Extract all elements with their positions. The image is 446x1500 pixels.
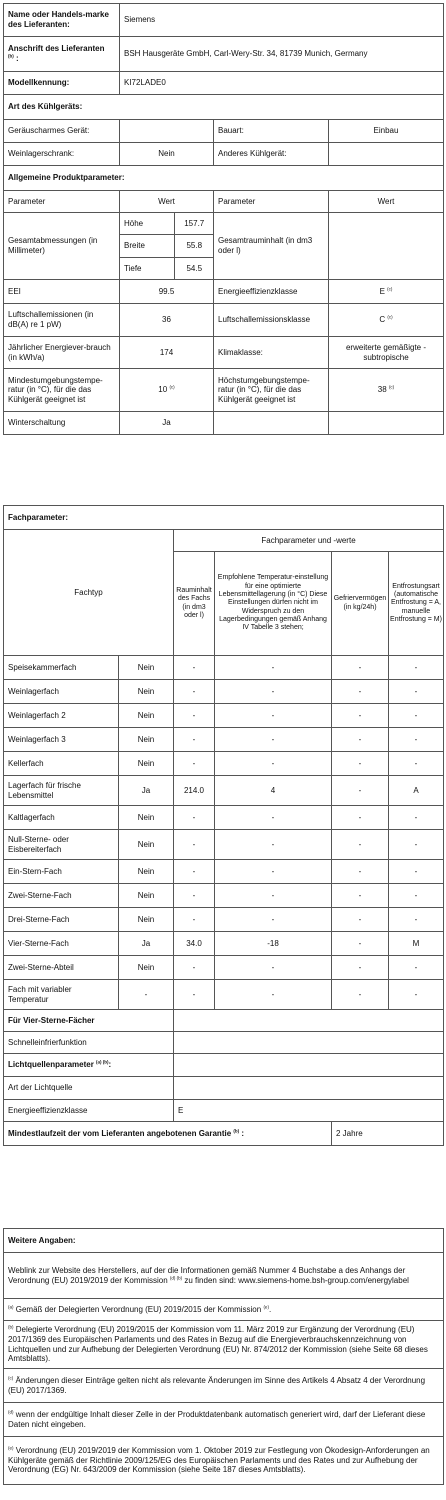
type-header: Art des Kühlgeräts: [4,95,444,120]
compartment-volume: - [174,884,215,908]
depth-value: 54.5 [174,257,214,279]
further-info-table [3,1228,444,1485]
compartment-name: Weinlagerfach [4,680,119,704]
compartment-defrost: - [389,806,444,830]
value-col-header-2: Wert [329,191,444,213]
light-header: Lichtquellenparameter $^{(a) (b)}$: [4,1054,174,1077]
compartment-freeze: - [332,806,389,830]
compartment-defrost: - [389,980,444,1010]
param-col-header: Parameter [4,191,120,213]
compartment-temp: - [215,728,332,752]
general-header: Allgemeine Produktparameter: [4,166,444,191]
compartment-present: Nein [119,680,174,704]
compartment-row [4,932,444,956]
wine-label: Weinlagerschrank: [4,143,120,166]
other-value [329,143,444,166]
compartment-row [4,728,444,752]
footnote-c: $^{(c)}$ Änderungen dieser Einträge gelten nicht als relevante Änderungen im Sinne des Artikels 4 Absatz 4 der Verordnung (EU) 2017/1369. [4,1369,444,1403]
quiet-value [120,120,214,143]
compartment-defrost: - [389,752,444,776]
climate-label: Klimaklasse: [214,337,329,369]
compartment-name: Kaltlagerfach [4,806,119,830]
compartment-temp: - [215,704,332,728]
compartment-present: - [119,980,174,1010]
further-info-header: Weitere Angaben: [4,1229,444,1253]
compartment-row [4,908,444,932]
winter-label: Winterschaltung [4,412,120,435]
compartment-volume: - [174,860,215,884]
compartment-name: Zwei-Sterne-Fach [4,884,119,908]
compartment-present: Nein [119,752,174,776]
compartment-temp: - [215,656,332,680]
compartment-freeze: - [332,908,389,932]
compartment-present: Ja [119,776,174,806]
compartment-defrost: - [389,830,444,860]
compartment-header: Fachparameter: [4,506,444,530]
max-temp-label: Höchstumgebungstempe-ratur (in °C), für die das Kühlgerät geeignet ist [214,369,329,412]
light-type-label: Art der Lichtquelle [4,1077,174,1100]
compartment-temp: - [215,860,332,884]
compartment-volume: - [174,680,215,704]
compartment-defrost: A [389,776,444,806]
address-label: Anschrift des Lieferanten $^{(b)}$ : [4,37,120,72]
height-label: Höhe [120,213,174,235]
col-freeze-header: Gefriervermögen (in kg/24h) [332,552,389,656]
compartment-freeze: - [332,776,389,806]
compartment-volume: - [174,752,215,776]
compartment-freeze: - [332,860,389,884]
compartment-volume: 34.0 [174,932,215,956]
quick-freeze-value [174,1032,444,1054]
compartment-freeze: - [332,752,389,776]
address-value: BSH Hausgeräte GmbH, Carl-Wery-Str. 34, 81739 Munich, Germany [120,37,444,72]
footnote-b: $^{(b)}$ Delegierte Verordnung (EU) 2019/2015 der Kommission vom 11. März 2019 zur Ergänzung der Verordnung (EU) 2017/1369 des Europäischen Parlaments und des Rates in Bezug auf die Energieverbrauchskennzeichnung von Lichtquellen und zur Aufhebung der Delegierten Verordnung (EU) Nr. 874/2012 der Kommission (siehe Seite 68 dieses Amtsblatts). [4,1321,444,1369]
compartment-volume: - [174,956,215,980]
light-header-empty [174,1054,444,1077]
four-star-empty [174,1010,444,1032]
other-label: Anderes Kühlgerät: [214,143,329,166]
param-col-header-2: Parameter [214,191,329,213]
climate-value: erweiterte gemäßigte - subtropische [329,337,444,369]
compartment-name: Drei-Sterne-Fach [4,908,119,932]
energy-consumption-value: 174 [120,337,214,369]
compartment-present: Nein [119,830,174,860]
footnote-a: $^{(a)}$ Gemäß der Delegierten Verordnung (EU) 2019/2015 der Kommission $^{(e)}$. [4,1299,444,1321]
weblink-text: Weblink zur Website des Herstellers, auf der die Informationen gemäß Nummer 4 Buchstabe a des Anhangs der Verordnung (EU) 2019/2019 der Kommission $^{(d) (b)}$ zu finden sind: www.siemens-home.bsh-group.com/energylabel [4,1253,444,1299]
compartment-volume: - [174,806,215,830]
compartment-defrost: - [389,956,444,980]
footnote-d: $^{(d)}$ wenn der endgültige Inhalt dieser Zelle in der Produktdatenbank automatisch generiert wird, darf der Lieferant diese Daten nicht eingeben. [4,1403,444,1437]
compartment-volume: - [174,728,215,752]
compartment-name: Weinlagerfach 2 [4,704,119,728]
compartment-temp: - [215,980,332,1010]
dimensions-label: Gesamtabmessungen (in Millimeter) [4,213,120,280]
compartment-name: Speisekammerfach [4,656,119,680]
supplier-value: Siemens [120,4,444,37]
noise-class-label: Luftschallemissionsklasse [214,304,329,337]
compartment-row [4,776,444,806]
noise-label: Luftschallemissionen (in dB(A) re 1 pW) [4,304,120,337]
min-temp-value: 10 $^{(c)}$ [120,369,214,412]
light-class-value: E [174,1100,444,1122]
fachtyp-header: Fachtyp [4,530,174,656]
col-defrost-header: Entfrostungsart (automatische Entfrostung = A, manuelle Entfrostung = M) [389,552,444,656]
energy-class-label: Energieeffizienzklasse [214,280,329,304]
eei-label: EEI [4,280,120,304]
compartment-freeze: - [332,956,389,980]
compartment-present: Ja [119,932,174,956]
compartment-temp: - [215,680,332,704]
winter-empty-2 [329,412,444,435]
compartment-temp: - [215,752,332,776]
compartment-row [4,830,444,860]
compartment-defrost: - [389,680,444,704]
compartment-temp: - [215,956,332,980]
footnote-e: $^{(e)}$ Verordnung (EU) 2019/2019 der Kommission vom 1. Oktober 2019 zur Festlegung von Ökodesign-Anforderungen an Kühlgeräte gemäß der Richtlinie 2009/125/EG des Europäischen Parlaments und des Rates und zur Aufhebung der Verordnung (EG) Nr. 643/2009 der Kommission (siehe Seite 187 dieses Amtsblatts). [4,1437,444,1485]
design-label: Bauart: [214,120,329,143]
compartment-present: Nein [119,656,174,680]
compartment-row [4,884,444,908]
compartment-volume: - [174,704,215,728]
value-col-header: Wert [120,191,214,213]
compartment-temp: -18 [215,932,332,956]
col-volume-header: Rauminhalt des Fachs (in dm3 oder l) [174,552,215,656]
height-value: 157.7 [174,213,214,235]
design-value: Einbau [329,120,444,143]
compartment-present: Nein [119,806,174,830]
volume-value [329,213,444,280]
noise-class-value: C $^{(c)}$ [329,304,444,337]
guarantee-value: 2 Jahre [332,1122,444,1146]
width-value: 55.8 [174,235,214,258]
compartment-defrost: M [389,932,444,956]
compartment-name: Kellerfach [4,752,119,776]
compartment-freeze: - [332,830,389,860]
compartment-freeze: - [332,728,389,752]
compartment-defrost: - [389,728,444,752]
compartment-present: Nein [119,908,174,932]
max-temp-value: 38 $^{(c)}$ [329,369,444,412]
compartment-row [4,956,444,980]
width-label: Breite [120,235,174,258]
model-label: Modellkennung: [4,72,120,95]
compartment-row [4,806,444,830]
guarantee-label: Mindestlaufzeit der vom Lieferanten angebotenen Garantie $^{(b)}$ : [4,1122,332,1146]
winter-value: Ja [120,412,214,435]
compartment-row [4,680,444,704]
compartment-volume: - [174,980,215,1010]
compartment-name: Fach mit variabler Temperatur [4,980,119,1010]
compartment-freeze: - [332,884,389,908]
depth-label: Tiefe [124,263,142,273]
compartment-volume: - [174,830,215,860]
compartment-freeze: - [332,704,389,728]
compartment-volume: - [174,908,215,932]
noise-value: 36 [120,304,214,337]
compartment-row [4,980,444,1010]
compartment-freeze: - [332,932,389,956]
compartment-temp: - [215,884,332,908]
compartment-present: Nein [119,860,174,884]
compartment-name: Zwei-Sterne-Abteil [4,956,119,980]
compartment-freeze: - [332,980,389,1010]
eei-value: 99.5 [120,280,214,304]
compartment-defrost: - [389,884,444,908]
compartment-table [3,505,444,1146]
compartment-name: Ein-Stern-Fach [4,860,119,884]
compartment-defrost: - [389,656,444,680]
group-header: Fachparameter und -werte [174,530,444,552]
energy-consumption-label: Jährlicher Energiever-brauch (in kWh/a) [4,337,120,369]
compartment-temp: 4 [215,776,332,806]
compartment-row [4,704,444,728]
product-info-table [3,3,444,435]
compartment-temp: - [215,806,332,830]
quick-freeze-label: Schnelleinfrierfunktion [4,1032,174,1054]
compartment-name: Lagerfach für frische Lebensmittel [4,776,119,806]
volume-label: Gesamtrauminhalt (in dm3 oder l) [214,213,329,280]
compartment-present: Nein [119,956,174,980]
wine-value: Nein [120,143,214,166]
compartment-present: Nein [119,704,174,728]
dimensions-values [120,213,214,280]
compartment-rows [4,656,444,1010]
min-temp-label: Mindestumgebungstempe-ratur (in °C), für die das Kühlgerät geeignet ist [4,369,120,412]
compartment-name: Null-Sterne- oder Eisbereiterfach [4,830,119,860]
compartment-freeze: - [332,680,389,704]
supplier-label: Name oder Handels-marke des Lieferanten: [4,4,120,37]
compartment-defrost: - [389,908,444,932]
compartment-name: Weinlagerfach 3 [4,728,119,752]
energy-class-value: E $^{(c)}$ [329,280,444,304]
model-value: KI72LADE0 [120,72,444,95]
compartment-row [4,860,444,884]
compartment-volume: 214.0 [174,776,215,806]
light-class-label: Energieeffizienzklasse [4,1100,174,1122]
compartment-freeze: - [332,656,389,680]
compartment-name: Vier-Sterne-Fach [4,932,119,956]
compartment-present: Nein [119,884,174,908]
compartment-row [4,752,444,776]
winter-empty-1 [214,412,329,435]
quiet-label: Geräuscharmes Gerät: [4,120,120,143]
col-temp-header: Empfohlene Temperatur-einstellung für eine optimierte Lebensmittellagerung (in °C) Diese Einstellungen dürfen nicht im Widerspruch zu den Lagerbedingungen gemäß Anhang IV Tabelle 3 stehen; [215,552,332,656]
compartment-temp: - [215,830,332,860]
compartment-row [4,656,444,680]
compartment-present: Nein [119,728,174,752]
compartment-defrost: - [389,704,444,728]
compartment-temp: - [215,908,332,932]
four-star-header: Für Vier-Sterne-Fächer [4,1010,174,1032]
compartment-defrost: - [389,860,444,884]
light-type-value [174,1077,444,1100]
compartment-volume: - [174,656,215,680]
